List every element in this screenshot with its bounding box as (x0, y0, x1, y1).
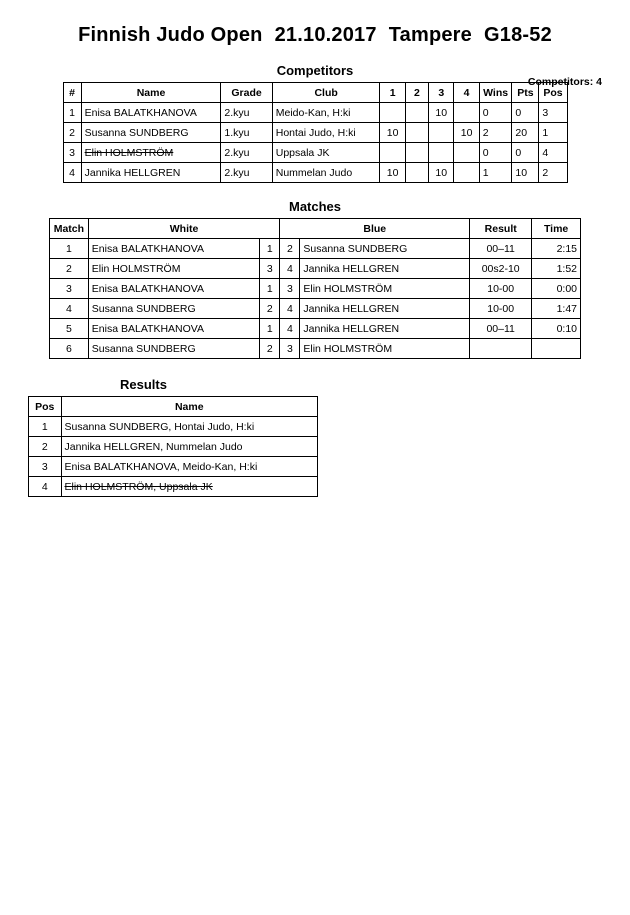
cell-wins: 2 (479, 123, 512, 143)
col-pos: Pos (29, 397, 62, 417)
cell-name: Susanna SUNDBERG, Hontai Judo, H:ki (61, 417, 317, 437)
cell-blue-name: Elin HOLMSTRÖM (300, 279, 470, 299)
table-header-row (63, 83, 567, 103)
cell-pos: 2 (29, 437, 62, 457)
cell-score-2 (405, 103, 428, 123)
cell-number: 4 (63, 163, 81, 183)
cell-wins: 1 (479, 163, 512, 183)
cell-white-number: 2 (260, 299, 280, 319)
cell-score-1: 10 (380, 163, 405, 183)
cell-result: 00–11 (470, 239, 532, 259)
cell-wins: 0 (479, 103, 512, 123)
results-section-title: Results (120, 377, 167, 392)
cell-score-4: 10 (454, 123, 479, 143)
cell-blue-number: 4 (280, 299, 300, 319)
table-header-row (29, 397, 318, 417)
table-row (50, 299, 581, 319)
cell-white-name: Susanna SUNDBERG (88, 339, 259, 359)
cell-blue-name: Jannika HELLGREN (300, 259, 470, 279)
table-row (29, 477, 318, 497)
cell-name: Elin HOLMSTRÖM (81, 143, 221, 163)
cell-time (532, 339, 581, 359)
cell-pos: 3 (539, 103, 567, 123)
results-table-wrap (0, 396, 630, 497)
cell-blue-name: Jannika HELLGREN (300, 319, 470, 339)
cell-pts: 0 (512, 103, 539, 123)
cell-number: 1 (63, 103, 81, 123)
table-row (50, 239, 581, 259)
table-row (29, 457, 318, 477)
col-score-3: 3 (429, 83, 454, 103)
cell-pos: 3 (29, 457, 62, 477)
cell-name: Enisa BALATKHANOVA (81, 103, 221, 123)
cell-time: 2:15 (532, 239, 581, 259)
cell-score-1 (380, 143, 405, 163)
cell-blue-number: 2 (280, 239, 300, 259)
cell-result: 00–11 (470, 319, 532, 339)
cell-blue-name: Elin HOLMSTRÖM (300, 339, 470, 359)
table-row (63, 123, 567, 143)
cell-match-number: 5 (50, 319, 89, 339)
cell-match-number: 3 (50, 279, 89, 299)
cell-time: 0:00 (532, 279, 581, 299)
cell-score-3: 10 (429, 163, 454, 183)
tournament-category: G18-52 (484, 24, 552, 46)
col-time: Time (532, 219, 581, 239)
competitors-section-title: Competitors (276, 63, 354, 78)
cell-blue-name: Jannika HELLGREN (300, 299, 470, 319)
cell-pos: 4 (29, 477, 62, 497)
cell-white-number: 2 (260, 339, 280, 359)
cell-white-number: 3 (260, 259, 280, 279)
cell-score-2 (405, 163, 428, 183)
cell-match-number: 6 (50, 339, 89, 359)
cell-score-2 (405, 123, 428, 143)
cell-score-2 (405, 143, 428, 163)
cell-result (470, 339, 532, 359)
page-title (0, 24, 630, 47)
cell-name: Elin HOLMSTRÖM, Uppsala JK (61, 477, 317, 497)
cell-white-name: Elin HOLMSTRÖM (88, 259, 259, 279)
table-row (50, 259, 581, 279)
cell-club: Uppsala JK (272, 143, 380, 163)
cell-blue-number: 3 (280, 339, 300, 359)
col-club: Club (272, 83, 380, 103)
cell-white-name: Enisa BALATKHANOVA (88, 239, 259, 259)
cell-time: 1:47 (532, 299, 581, 319)
tournament-name: Finnish Judo Open (78, 24, 263, 46)
cell-match-number: 4 (50, 299, 89, 319)
col-grade: Grade (221, 83, 272, 103)
cell-score-4 (454, 143, 479, 163)
cell-time: 0:10 (532, 319, 581, 339)
cell-score-1: 10 (380, 123, 405, 143)
table-row (63, 103, 567, 123)
cell-result: 00s2-10 (470, 259, 532, 279)
col-number: # (63, 83, 81, 103)
competitors-count: Competitors: 4 (527, 76, 602, 88)
table-row (63, 163, 567, 183)
cell-name: Jannika HELLGREN (81, 163, 221, 183)
cell-result: 10-00 (470, 279, 532, 299)
col-match: Match (50, 219, 89, 239)
cell-score-3 (429, 123, 454, 143)
tournament-city: Tampere (388, 24, 472, 46)
cell-score-3 (429, 143, 454, 163)
col-result: Result (470, 219, 532, 239)
cell-club: Meido-Kan, H:ki (272, 103, 380, 123)
table-row (50, 339, 581, 359)
cell-result: 10-00 (470, 299, 532, 319)
cell-match-number: 1 (50, 239, 89, 259)
col-name: Name (81, 83, 221, 103)
table-row (63, 143, 567, 163)
cell-club: Hontai Judo, H:ki (272, 123, 380, 143)
cell-blue-number: 4 (280, 319, 300, 339)
cell-name: Enisa BALATKHANOVA, Meido-Kan, H:ki (61, 457, 317, 477)
table-header-row (50, 219, 581, 239)
cell-grade: 2.kyu (221, 103, 272, 123)
cell-number: 3 (63, 143, 81, 163)
col-score-1: 1 (380, 83, 405, 103)
cell-pos: 1 (539, 123, 567, 143)
table-row (29, 437, 318, 457)
page (0, 24, 630, 915)
cell-blue-name: Susanna SUNDBERG (300, 239, 470, 259)
cell-pos: 4 (539, 143, 567, 163)
cell-time: 1:52 (532, 259, 581, 279)
cell-name: Susanna SUNDBERG (81, 123, 221, 143)
table-row (50, 319, 581, 339)
col-white: White (88, 219, 280, 239)
cell-number: 2 (63, 123, 81, 143)
cell-blue-number: 4 (280, 259, 300, 279)
cell-white-number: 1 (260, 239, 280, 259)
col-pts: Pts (512, 83, 539, 103)
cell-match-number: 2 (50, 259, 89, 279)
cell-pts: 0 (512, 143, 539, 163)
cell-score-1 (380, 103, 405, 123)
cell-white-number: 1 (260, 319, 280, 339)
cell-pts: 20 (512, 123, 539, 143)
cell-name: Jannika HELLGREN, Nummelan Judo (61, 437, 317, 457)
cell-white-name: Enisa BALATKHANOVA (88, 319, 259, 339)
col-blue: Blue (280, 219, 470, 239)
col-score-2: 2 (405, 83, 428, 103)
cell-pos: 2 (539, 163, 567, 183)
cell-pos: 1 (29, 417, 62, 437)
cell-blue-number: 3 (280, 279, 300, 299)
matches-table-wrap (0, 218, 630, 359)
cell-white-number: 1 (260, 279, 280, 299)
cell-white-name: Susanna SUNDBERG (88, 299, 259, 319)
results-table (28, 396, 318, 497)
tournament-date: 21.10.2017 (274, 24, 377, 46)
competitors-table (63, 82, 568, 183)
matches-section-title: Matches (288, 199, 342, 214)
cell-wins: 0 (479, 143, 512, 163)
cell-pts: 10 (512, 163, 539, 183)
col-wins: Wins (479, 83, 512, 103)
cell-score-3: 10 (429, 103, 454, 123)
cell-white-name: Enisa BALATKHANOVA (88, 279, 259, 299)
cell-club: Nummelan Judo (272, 163, 380, 183)
col-pos: Pos (539, 83, 567, 103)
cell-grade: 1.kyu (221, 123, 272, 143)
table-row (29, 417, 318, 437)
table-row (50, 279, 581, 299)
cell-grade: 2.kyu (221, 143, 272, 163)
matches-table (49, 218, 581, 359)
col-score-4: 4 (454, 83, 479, 103)
competitors-table-wrap (0, 82, 630, 183)
cell-score-4 (454, 103, 479, 123)
cell-grade: 2.kyu (221, 163, 272, 183)
col-name: Name (61, 397, 317, 417)
cell-score-4 (454, 163, 479, 183)
